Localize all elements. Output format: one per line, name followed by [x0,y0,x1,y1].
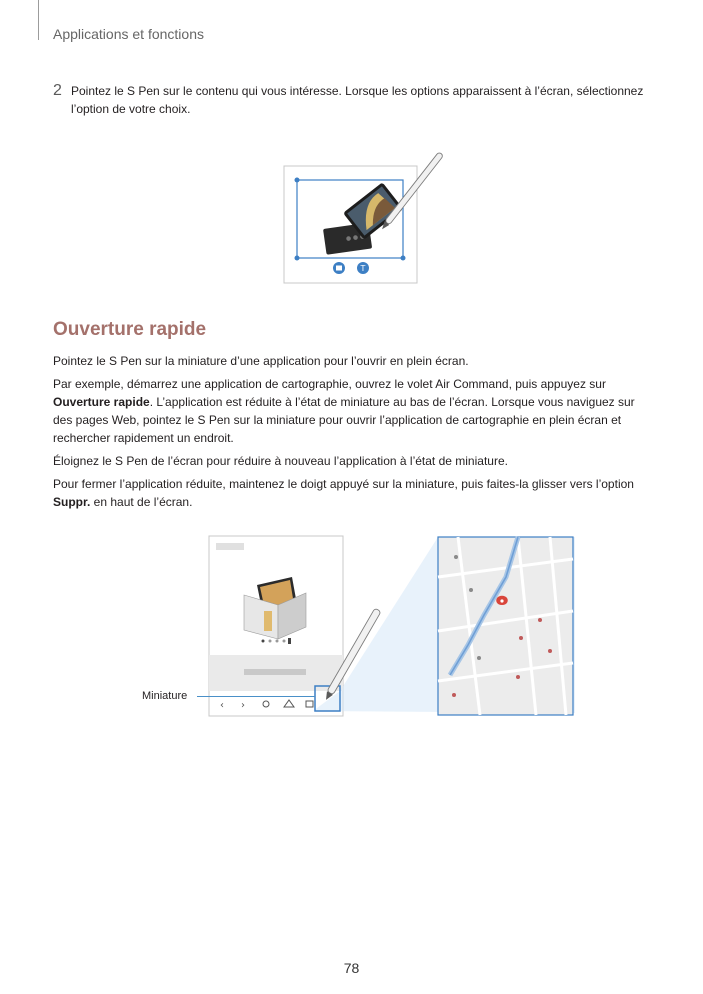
paragraph-4-part-1: Pour fermer l’application réduite, maintenez le doigt appuyé sur la miniature, puis faites-la glisser vers l’option [53,477,634,491]
figure-quick-open-drawing [140,535,580,720]
figure-quick-open [140,535,580,720]
figure-spen-selection [283,131,453,286]
margin-line [38,0,39,40]
svg-text:›: › [241,700,245,711]
step-text: Pointez le S Pen sur le contenu qui vous intéresse. Lorsque les options apparaissent à l’écran, sélectionnez l’option de votre choix. [71,84,644,116]
step-2 [53,82,653,118]
paragraph-2 [53,375,653,447]
paragraph-4-bold: Suppr. [53,495,91,509]
paragraph-2-part-2: . L’application est réduite à l’état de miniature au bas de l’écran. Lorsque vous naviguez sur des pages Web, pointez le S Pen sur la miniature pour ouvrir l’application de cartographie en plein écran et rechercher rapidement un endroit. [53,395,635,445]
paragraph-2-part-1: Par exemple, démarrez une application de cartographie, ouvrez le volet Air Command, puis appuyez sur [53,377,606,391]
page-header: Applications et fonctions [53,26,204,42]
step-number: 2 [53,82,62,99]
paragraph-4 [53,475,653,511]
svg-text:‹: ‹ [220,700,224,711]
paragraph-1: Pointez le S Pen sur la miniature d’une application pour l’ouvrir en plein écran. [53,354,469,368]
figure-spen-selection-drawing [283,131,453,286]
paragraph-3: Éloignez le S Pen de l’écran pour réduire à nouveau l’application à l’état de miniature. [53,454,508,468]
svg-text:T: T [360,264,366,273]
paragraph-2-bold: Ouverture rapide [53,395,150,409]
section-body [53,352,653,516]
section-title: Ouverture rapide [53,319,207,340]
miniature-callout-line [197,696,315,697]
miniature-label: Miniature [142,690,188,702]
paragraph-4-part-2: en haut de l’écran. [90,495,193,509]
page-number: 78 [343,960,360,976]
